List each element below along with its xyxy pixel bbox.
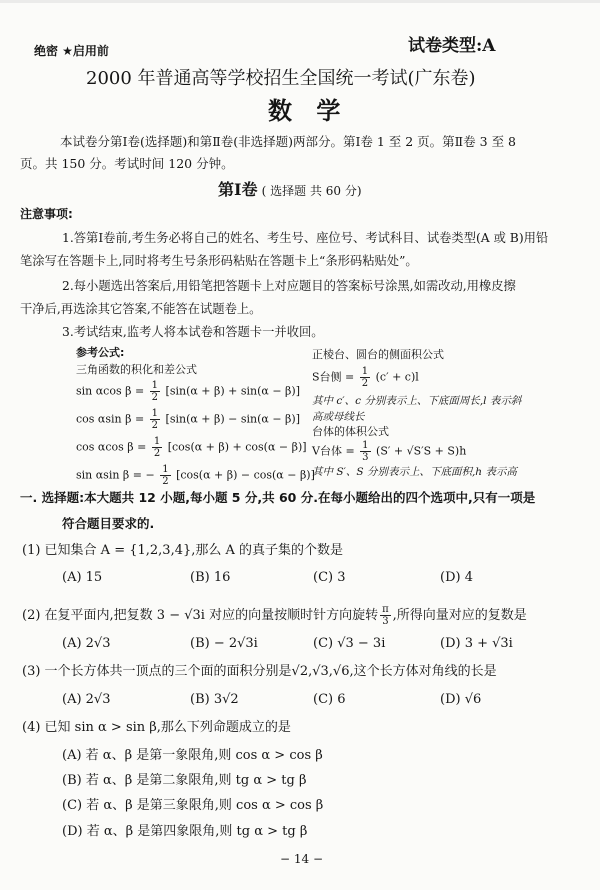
question-3-stem: (3) 一个长方体共一顶点的三个面的面积分别是√2,√3,√6,这个长方体对角线的长是 [22, 664, 497, 679]
q1-option-c: (C) 3 [313, 570, 346, 585]
formula-cos-sin: cos αsin β = $\frac{1}{2}$ [sin(α + β) − sin(α − β)] [76, 408, 300, 431]
volume-heading [218, 180, 362, 200]
frustum-area-title: 正棱台、圆台的侧面积公式 [312, 348, 444, 361]
note-2-line-a: 2.每小题选出答案后,用铅笔把答题卡上对应题目的答案标号涂黑,如需改动,用橡皮擦 [62, 279, 516, 293]
q1-option-b: (B) 16 [190, 570, 231, 585]
question-4-stem: (4) 已知 sin α > sin β,那么下列命题成立的是 [22, 720, 291, 735]
q1-option-d: (D) 4 [440, 570, 473, 585]
q2-option-b: (B) − 2√3i [190, 636, 258, 651]
note-3: 3.考试结束,监考人将本试卷和答题卡一并收回。 [62, 325, 324, 339]
q3-option-b: (B) 3√2 [190, 692, 239, 707]
frustum-area-formula: S台侧 = $\frac{1}{2}$ (c′ + c)l [312, 366, 419, 389]
formula-sin-cos: sin αcos β = $\frac{1}{2}$ [sin(α + β) + sin(α − β)] [76, 380, 300, 403]
q4-option-b: (B) 若 α、β 是第二象限角,则 tg α > tg β [62, 773, 307, 788]
note-1-line-a: 1.答第Ⅰ卷前,考生务必将自己的姓名、考生号、座位号、考试科目、试卷类型(A 或 B)用铅 [62, 231, 549, 245]
volume-title: 第Ⅰ卷 [218, 180, 258, 199]
frustum-volume-formula: V台体 = $\frac{1}{3}$ (S′ + √S′S + S)h [312, 440, 467, 463]
frustum-area-note-2: 高或母线长 [312, 411, 365, 423]
note-2-line-b: 干净后,再选涂其它答案,不能答在试题卷上。 [20, 302, 262, 316]
section-heading-line-2: 符合题目要求的. [62, 516, 155, 531]
formula-sin-sin: sin αsin β = − $\frac{1}{2}$ [cos(α + β) − cos(α − β)] [76, 464, 315, 487]
frustum-volume-note: 其中 S′、S 分别表示上、下底面积,h 表示高 [312, 466, 517, 478]
question-1-stem: (1) 已知集合 A = {1,2,3,4},那么 A 的真子集的个数是 [22, 543, 344, 558]
confidential-mark: 绝密 ★启用前 [34, 44, 109, 58]
q3-option-a: (A) 2√3 [62, 692, 111, 707]
frustum-volume-title: 台体的体积公式 [312, 425, 389, 438]
frustum-area-note-1: 其中 c′、c 分别表示上、下底面周长,l 表示斜 [312, 395, 522, 407]
q4-option-d: (D) 若 α、β 是第四象限角,则 tg α > tg β [62, 824, 308, 839]
subject-title: 数 学 [268, 96, 349, 125]
page-number: − 14 − [280, 852, 324, 866]
paper-type: 试卷类型:A [408, 36, 496, 56]
intro-line-2: 页。共 150 分。考试时间 120 分钟。 [20, 156, 234, 171]
scan-edge [0, 0, 600, 3]
formula-cos-cos: cos αcos β = $\frac{1}{2}$ [cos(α + β) + cos(α − β)] [76, 436, 307, 459]
question-2-stem: (2) 在复平面内,把复数 3 − √3i 对应的向量按顺时针方向旋转 $\frac{\pi}{3}$ ,所得向量对应的复数是 [22, 604, 527, 627]
note-1-line-b: 笔涂写在答题卡上,同时将考生号条形码粘贴在答题卡上“条形码粘贴处”。 [20, 254, 418, 268]
q2-option-a: (A) 2√3 [62, 636, 111, 651]
notes-title: 注意事项: [20, 207, 73, 221]
q4-option-c: (C) 若 α、β 是第三象限角,则 cos α > cos β [62, 798, 324, 813]
formulas-title: 参考公式: [76, 346, 125, 359]
q4-option-a: (A) 若 α、β 是第一象限角,则 cos α > cos β [62, 748, 323, 763]
q2-option-d: (D) 3 + √3i [440, 636, 513, 651]
q2-option-c: (C) √3 − 3i [313, 636, 386, 651]
q1-option-a: (A) 15 [62, 570, 103, 585]
section-heading-line-1: 一. 选择题:本大题共 12 小题,每小题 5 分,共 60 分.在每小题给出的四个选项中,只有一项是 [20, 490, 536, 505]
q3-option-d: (D) √6 [440, 692, 482, 707]
volume-subtitle: ( 选择题 共 60 分) [261, 184, 362, 198]
intro-line-1: 本试卷分第Ⅰ卷(选择题)和第Ⅱ卷(非选择题)两部分。第Ⅰ卷 1 至 2 页。第Ⅱ卷 3 至 8 [60, 134, 517, 149]
q3-option-c: (C) 6 [313, 692, 346, 707]
exam-title: 2000 年普通高等学校招生全国统一考试(广东卷) [86, 68, 476, 89]
trig-formulas-title: 三角函数的积化和差公式 [76, 363, 197, 376]
